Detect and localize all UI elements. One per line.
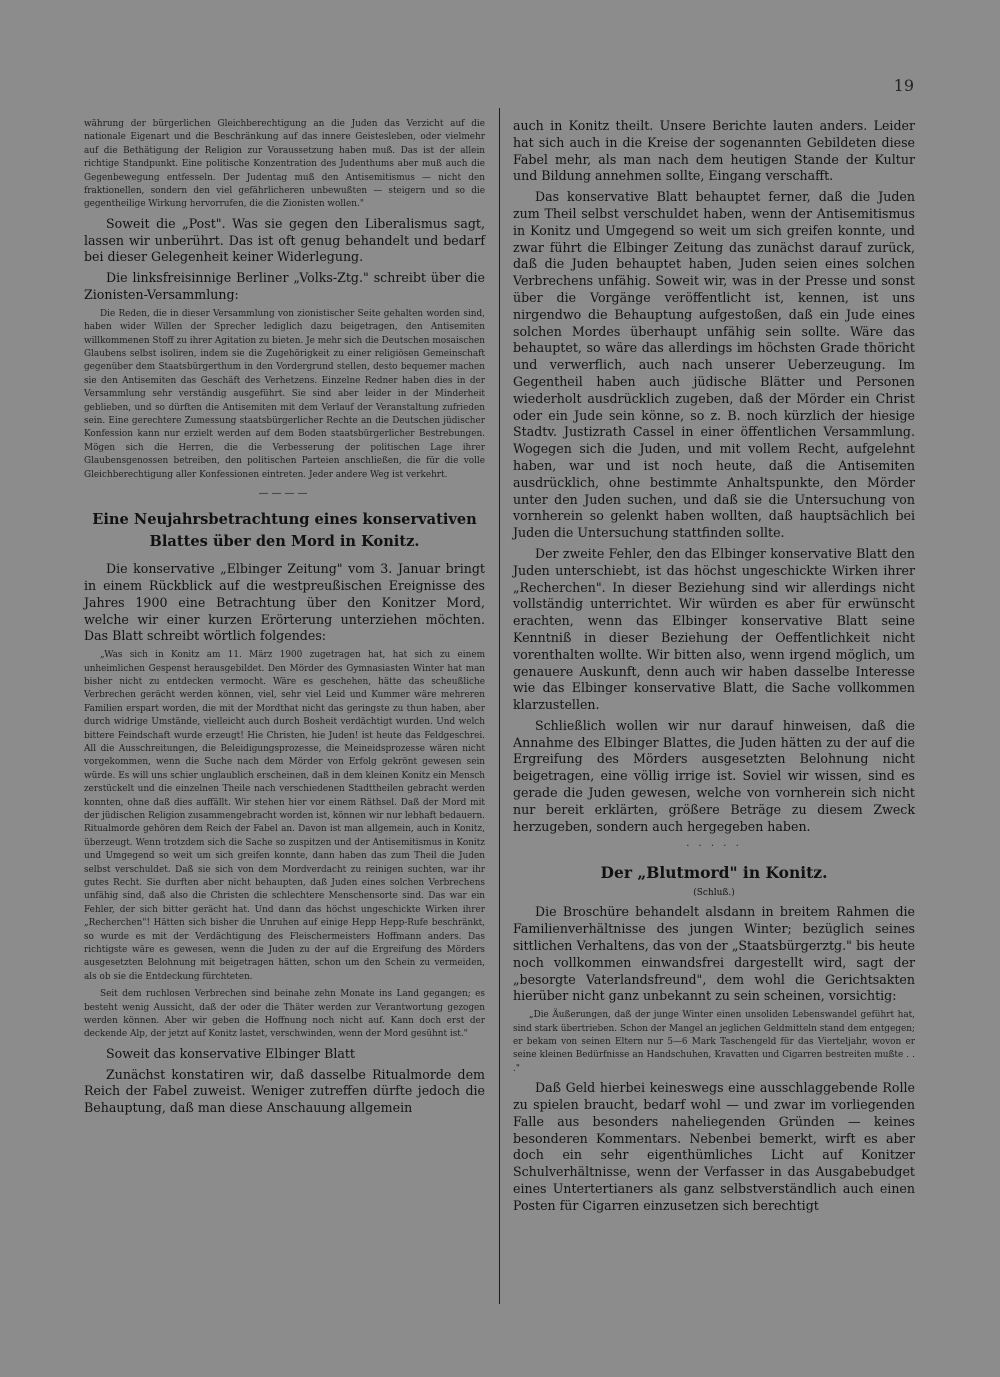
paragraph-volkszeitung-intro: Die linksfreisinnige Berliner „Volks-Ztg." schreibt über die Zionisten-Versammlung: [84, 270, 485, 303]
paragraph-zweite-fehler: Der zweite Fehler, den das Elbinger konservative Blatt den Juden unterschiebt, ist das höchst ungeschickte Wirken ihrer „Recherchen". In dieser Beziehung sind wir allerdings nicht vollständig unterrichtet. Wir würden es aber für erwünscht erachten, wenn das Elbinger konservative Blatt seine Kenntniß in dieser Beziehung der Oeffentlichkeit nicht vorenthalten wollte. Wir bitten also, wenn irgend möglich, um genauere Auskunft, denn auch wir haben dasselbe Interesse wie das Elbinger konservative Blatt, die Sache vollkommen klarzustellen. [513, 545, 915, 713]
left-column [84, 118, 485, 1121]
paragraph-konstatiren: Zunächst konstatiren wir, daß dasselbe Ritualmorde dem Reich der Fabel zuweist. Weniger zutreffen dürfte jedoch die Behauptung, daß man diese Anschauung allgemein [84, 1066, 485, 1116]
quote-elbinger-1: „Was sich in Konitz am 11. März 1900 zugetragen hat, hat sich zu einem unheimlichen Gespenst herausgebildet. Den Mörder des Gymnasiasten Winter hat man bisher nicht zu entdecken vermocht. Wäre es geschehen, hätte das scheußliche Verbrechen gerächt werden können, viel, sehr viel Leid und Kummer wäre mehreren Familien erspart worden, die mit der Mordthat nicht das geringste zu thun haben, aber durch widrige Umstände, vielleicht auch durch Bosheit verdächtigt wurden. Und welch bittere Feindschaft wurde erzeugt! Hie Christen, hie Juden! ist heute das Feldgeschrei. All die Ausschreitungen, die Beleidigungsprozesse, die Meineidsprozesse wären nicht vorgekommen, wenn die Suche nach dem Mörder von Erfolg gekrönt gewesen sein würde. Es will uns schier unglaublich erscheinen, daß in dem kleinen Konitz ein Mensch zerstückelt und die einzelnen Theile nach verschiedenen Stadttheilen gebracht werden konnten, ohne daß dies auffällt. Wir stehen hier vor einem Räthsel. Daß der Mord mit der jüdischen Religion zusammengebracht worden ist, können wir nur lebhaft bedauern. Ritualmorde gehören dem Reich der Fabel an. Davon ist man allgemein, auch in Konitz, überzeugt. Wenn trotzdem sich die Sache so zuspitzen und der Antisemitismus in Konitz und Umgegend so weit um sich greifen konnte, dann haben das zum Theil die Juden selbst verschuldet. Daß sie sich von dem Mordverdacht zu reinigen suchten, war ihr gutes Recht. Sie durften aber nicht behaupten, daß Juden eines solchen Verbrechens unfähig sind, daß also die Christen die schlechtere Menschensorte sind. Das war ein Fehler, der sich bitter gerächt hat. Und dann das höchst ungeschickte Wirken ihrer „Recherchen"! Hätten sich bisher die Unruhen auf einige Hepp Hepp-Rufe beschränkt, so wurde es mit der Verdächtigung des Fleischermeisters Hoffmann anders. Das richtigste wäre es gewesen, wenn die Juden zu der auf die Ergreifung des Mörders ausgesetzten Belohnung mit beigetragen hätten, schon um den Schein zu vermeiden, als ob sie die Entdeckung fürchteten. [84, 650, 485, 982]
page-number: 19 [893, 76, 914, 95]
paragraph-elbinger-outro: Soweit das konservative Elbinger Blatt [106, 1045, 355, 1061]
section-separator: · · · · · [686, 841, 742, 853]
paragraph-geld: Daß Geld hierbei keineswegs eine ausschlaggebende Rolle zu spielen braucht, bedarf wohl — und zwar im vorliegenden Falle aus besonders naheliegenden Gründen — keines besonderen Kommentars. Nebenbei bemerkt, wirft es aber doch ein sehr eigenthümliches Licht auf Konitzer Schulverhältnisse, wenn der Verfasser in das Ausgabebudget eines Untertertianers als ganz selbstverständlich auch einen Posten für Cigarren einzusetzen sich berechtigt [513, 1080, 915, 1213]
paragraph-post-summary: Soweit die „Post". Was sie gegen den Liberalismus sagt, lassen wir unberührt. Das ist oft genug behandelt und bedarf bei dieser Gelegenheit keiner Widerlegung. [84, 215, 485, 265]
quote-post-end: währung der bürgerlichen Gleichberechtigung an die Juden das Verzicht auf die nationale Eigenart und die Beschränkung auf das innere Geistesleben, oder vielmehr auf die Bethätigung der Religion zur Voraussetzung haben muß. Das ist der allein richtige Standpunkt. Eine politische Konzentration des Judenthums aber muß auch die Gegenbewegung entfesseln. Der Judentag muß den Antisemitismus — nicht den fraktionellen, sondern den viel gefährlicheren unbewußten — steigern und so die gegentheilige Wirkung hervorrufen, die die Zionisten wollen." [84, 119, 485, 210]
quote-elbinger-2: Seit dem ruchlosen Verbrechen sind beinahe zehn Monate ins Land gegangen; es besteht wenig Aussicht, daß der oder die Thäter werden zur Verantwortung gezogen werden können. Aber wir geben die Hoffnung noch nicht auf. Kann doch erst der deckende Alp, der jetzt auf Konitz lastet, verschwinden, wenn der Mord gesühnt ist." [84, 989, 485, 1040]
paragraph-elbinger-intro: Die konservative „Elbinger Zeitung" vom 3. Januar bringt in einem Rückblick auf die westpreußischen Ereignisse des Jahres 1900 eine Betrachtung über den Konitzer Mord, welche wir einer kurzen Erörterung unterziehen möchten. Das Blatt schreibt wörtlich folgendes: [84, 561, 485, 644]
article-subnote: (Schluß.) [693, 888, 735, 899]
column-divider [499, 108, 500, 1304]
quote-volkszeitung: Die Reden, die in dieser Versammlung von zionistischer Seite gehalten worden sind, haben wider Willen der Sprecher lediglich dazu beigetragen, den Antisemiten willkommenen Stoff zu ihrer Agitation zu bieten. Je mehr sich die Deutschen mosaischen Glaubens selbst isoliren, indem sie die Zugehörigkeit zu einer religiösen Gemeinschaft gegenüber dem Staatsbürgerthum in den Vordergrund stellen, desto bequemer machen sie den Antisemiten das Geschäft des Verhetzens. Einzelne Redner haben dies in der Versammlung sehr verständig ausgeführt. Sie sind aber leider in der Minderheit geblieben, und so dürften die Antisemiten mit dem Verlauf der Veranstaltung zufrieden sein. Eine gerechtere Zumessung staatsbürgerlicher Rechte an die Deutschen jüdischer Konfession kann nur erzielt werden auf dem Boden staatsbürgerlicher Bestrebungen. Mögen sich die Herren, die die Verbesserung der politischen Lage ihrer Glaubensgenossen betreiben, den politischen Parteien anschließen, die für die volle Gleichberechtigung aller Konfessionen eintreten. Jeder andere Weg ist verkehrt. [84, 308, 486, 480]
paragraph-continuation: auch in Konitz theilt. Unsere Berichte lauten anders. Leider hat sich auch in die Kreise der sogenannten Gebildeten diese Fabel mehr, als man nach dem heutigen Stande der Kultur und Bildung annehmen sollte, Eingang verschafft. [513, 118, 915, 184]
article-heading-neujahr: Eine Neujahrsbetrachtung eines konservativen Blattes über den Mord in Konitz. [92, 511, 477, 551]
article-heading-blutmord: Der „Blutmord" in Konitz. [600, 863, 828, 883]
paragraph-broschuere: Die Broschüre behandelt alsdann in breitem Rahmen die Familienverhältnisse des jungen Winter; bezüglich seines sittlichen Verhaltens, das von der „Staatsbürgerztg." bis heute noch vollkommen einwandsfrei dargestellt wird, sagt der „besorgte Vaterlandsfreund", dem wohl die Gerichtsakten hierüber nicht ganz unbekannt zu sein scheinen, vorsichtig: [513, 904, 915, 1004]
paragraph-schliesslich: Schließlich wollen wir nur darauf hinweisen, daß die Annahme des Elbinger Blattes, die Juden hätten zu der auf die Ergreifung des Mörders ausgesetzten Belohnung nicht beigetragen, eine völlig irrige ist. Soviel wir wissen, sind es gerade die Juden gewesen, welche von vornherein sich nicht nur bereit erklärten, größere Beträge zu diesem Zweck herzugeben, sondern auch hergegeben haben. [513, 717, 915, 834]
section-separator: ———— [258, 488, 311, 500]
paragraph-behauptet: Das konservative Blatt behauptet ferner, daß die Juden zum Theil selbst verschuldet haben, wenn der Antisemitismus in Konitz und Umgegend so weit um sich greifen konnte, und zwar führt die Elbinger Zeitung das zunächst darauf zurück, daß die Juden behauptet haben, Juden seien eines solchen Verbrechens unfähig. Soweit wir, was in der Presse und sonst über die Vorgänge veröffentlicht ist, kennen, ist uns nirgendwo die Behauptung aufgestoßen, daß ein Jude eines solchen Mordes überhaupt unfähig sein sollte. Wäre das behauptet, so wäre das allerdings im höchsten Grade thöricht und verwerflich, auch nach unserer Ueberzeugung. Im Gegentheil haben auch jüdische Blätter und Personen wiederholt ausdrücklich zugeben, daß der Mörder ein Christ oder ein Jude sein könne, so z. B. noch kürzlich der hiesige Stadtv. Justizrath Cassel in einer öffentlichen Versammlung. Wogegen sich die Juden, und mit vollem Recht, aufgelehnt haben, war und ist noch heute, daß die Antisemiten ausdrücklich, ohne bestimmte Anhaltspunkte, den Mörder unter den Juden suchen, und daß sie die Untersuchung von vornherein so gelenkt haben wollten, daß hauptsächlich bei Juden die Untersuchung stattfinden sollte. [513, 189, 915, 541]
right-column [513, 118, 915, 1219]
quote-winter: „Die Äußerungen, daß der junge Winter einen unsoliden Lebenswandel geführt hat, sind stark übertrieben. Schon der Mangel an jeglichen Geldmitteln stand dem entgegen; er bekam von seinen Eltern nur 5—6 Mark Taschengeld für das Vierteljahr, wovon er seine kleinen Bedürfnisse an Handschuhen, Kravatten und Cigarren bestreiten mußte . . ." [513, 1010, 915, 1074]
